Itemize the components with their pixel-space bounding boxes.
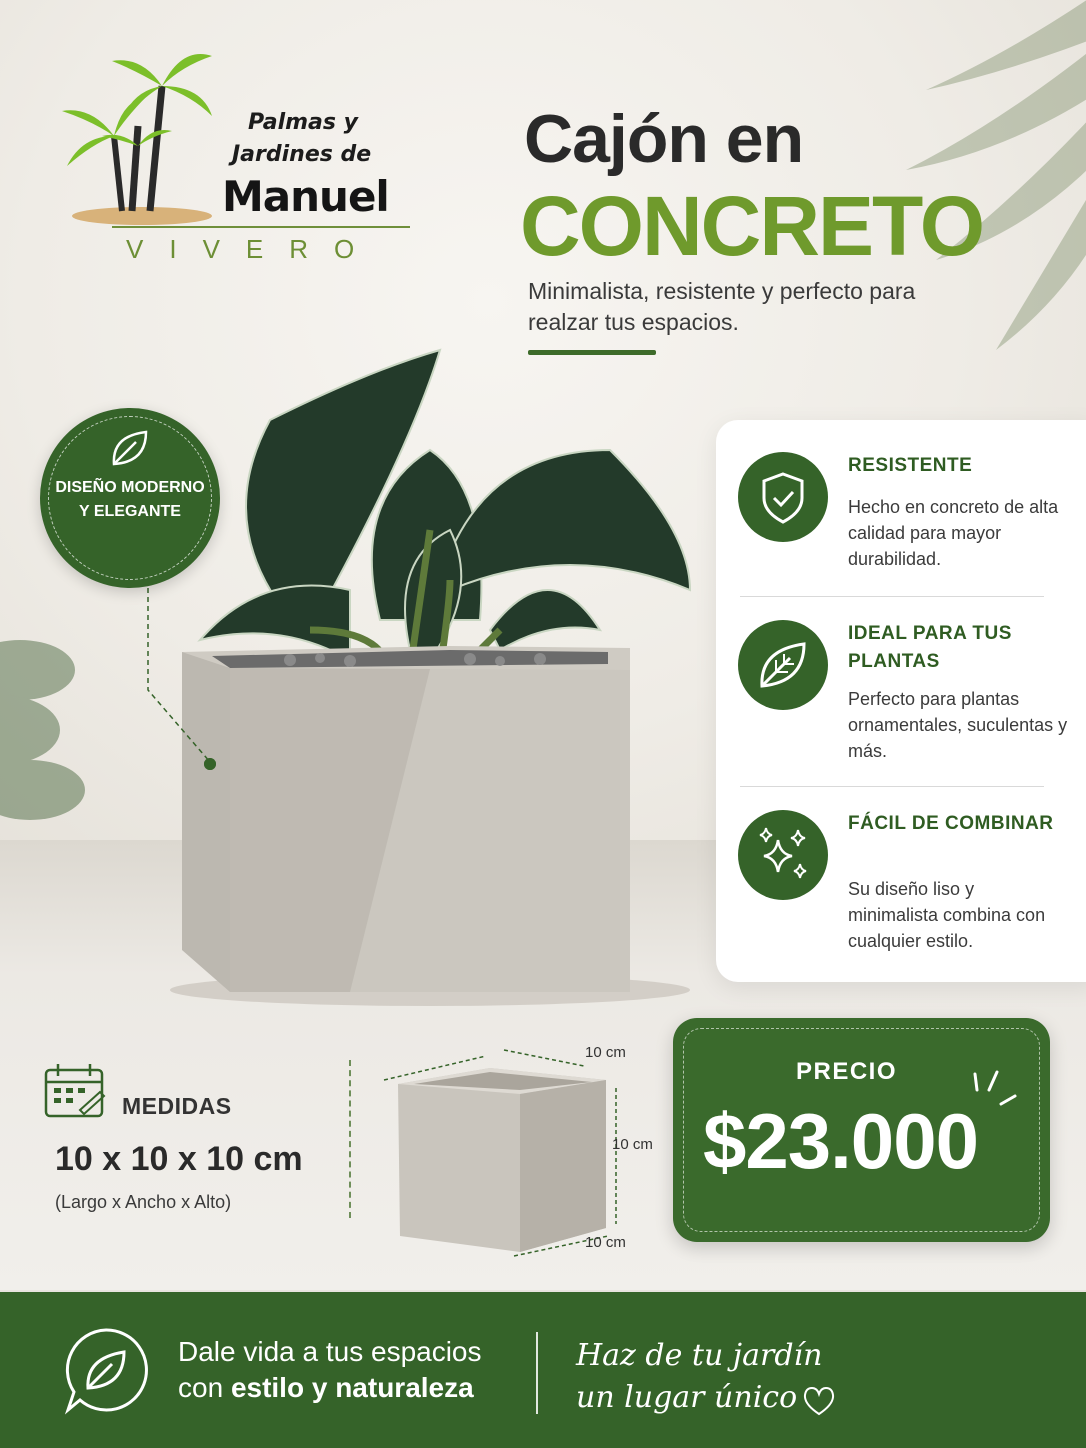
measures-divider [349,1060,351,1218]
headline-subtitle: Minimalista, resistente y perfecto para realzar tus espacios. [528,278,916,335]
feature-divider [740,786,1044,787]
footer-script-line1: Haz de tu jardín [576,1338,823,1373]
dimension-length-label: 10 cm [585,1044,626,1061]
feature-description: Su diseño liso y minimalista combina con cualquier estilo. [848,879,1046,951]
feature-divider [740,596,1044,597]
measures-label: MEDIDAS [122,1093,232,1119]
brand-name-line3: Manuel [222,172,389,221]
dimension-height-label: 10 cm [612,1136,653,1153]
badge-leader-line [0,0,240,790]
design-badge [40,408,220,588]
footer-slogan-bold: estilo y naturaleza [230,1372,474,1403]
footer-divider [536,1332,538,1414]
leaf-icon [106,426,152,472]
feature-icon-circle [738,810,828,900]
feature-description: Hecho en concreto de alta calidad para mayor durabilidad. [848,497,1059,569]
footer-script-line2: un lugar único [576,1380,798,1415]
footer-banner [0,1292,1086,1448]
headline-line2: CONCRETO [520,179,984,273]
shield-check-icon [738,452,828,542]
headline-line1: Cajón en [524,101,804,177]
brand-name-line2: Jardines de [232,142,372,167]
price-tag [673,1018,1050,1242]
sparkles-icon [738,810,828,900]
footer-slogan-text: Dale vida a tus espacios con [178,1336,482,1403]
feature-title: FÁCIL DE COMBINAR [848,813,1054,834]
sparkle-lines-icon [963,1058,1023,1118]
heart-icon [802,1386,836,1416]
dimension-width-label: 10 cm [585,1234,626,1251]
price-label: PRECIO [795,1058,897,1085]
planter-dimension-diagram [370,1040,620,1270]
feature-icon-circle [738,620,828,710]
footer-slogan [178,1334,518,1406]
feature-title: IDEAL PARA TUS PLANTAS [848,623,1012,672]
badge-label: DISEÑO MODERNO Y ELEGANTE [55,479,205,520]
brand-name-line1: Palmas y [248,110,358,135]
measures-note: (Largo x Ancho x Alto) [55,1192,232,1212]
feature-description: Perfecto para plantas ornamentales, suculentas y más. [848,689,1068,761]
brand-tagline: VIVERO [126,234,381,264]
features-card [716,420,1086,982]
feature-title: RESISTENTE [848,455,973,476]
leaf-icon [738,620,828,710]
leaf-chat-bubble-icon [60,1324,152,1416]
feature-icon-circle [738,452,828,542]
calendar-ruler-icon [44,1062,106,1120]
price-value: $23.000 [703,1097,978,1185]
measures-value: 10 x 10 x 10 cm [55,1140,303,1178]
